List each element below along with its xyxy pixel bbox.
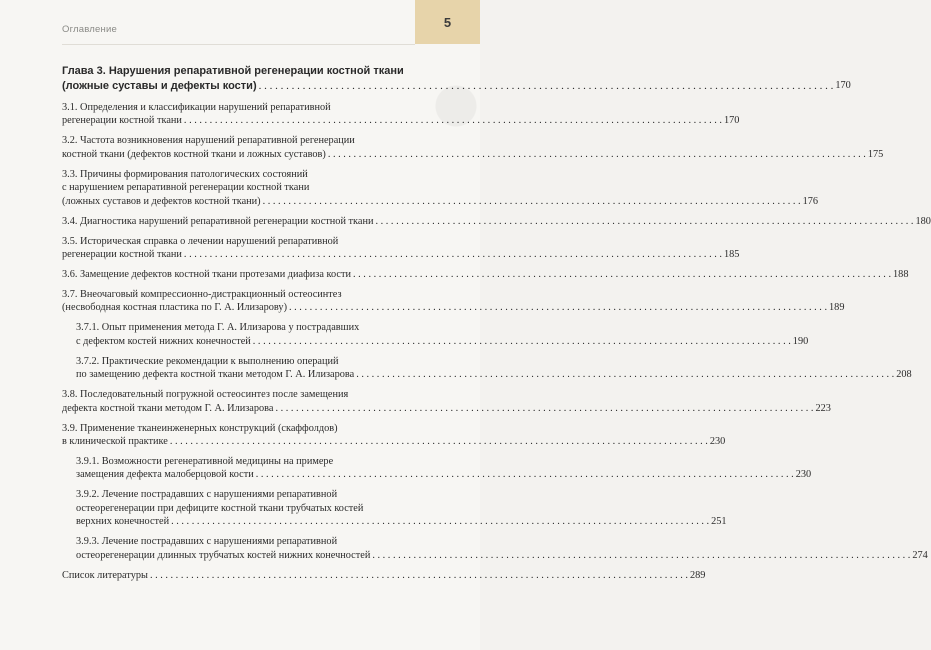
toc-leader-dots (184, 114, 722, 127)
toc-entry[interactable] (62, 215, 931, 228)
toc-entry-title-line: 3.9. Применение тканеинженерных конструкций (скаффолдов) (62, 422, 338, 434)
toc-chapter-title-line2: (ложные суставы и дефекты кости) (62, 79, 257, 92)
toc-page-number: 188 (893, 269, 909, 281)
running-header: Оглавление (62, 24, 117, 35)
toc-entry[interactable] (62, 388, 831, 415)
toc-entry-title-line: (ложных суставов и дефектов костной ткани) (62, 195, 261, 207)
toc-page-number: 223 (815, 402, 831, 414)
toc-page-number: 230 (795, 469, 812, 481)
toc-page-number: 175 (867, 148, 884, 160)
toc-entry[interactable] (76, 455, 812, 482)
toc-leader-dots (375, 215, 913, 228)
toc-leader-dots (356, 368, 894, 381)
toc-entry[interactable] (76, 321, 809, 348)
toc-entry-title-line: 3.3. Причины формирования патологических состояний (62, 168, 308, 180)
toc-leader-dots (184, 248, 722, 261)
toc-page-number: 185 (723, 249, 740, 261)
toc-leader-dots (372, 549, 910, 562)
toc-entry-title-line: 3.8. Последовательный погружной остеосинтез после замещения (62, 389, 349, 401)
toc-entry-title-line: остеорегенерации при дефиците костной ткани трубчатых костей (76, 502, 364, 514)
toc-page-number: 189 (829, 302, 845, 314)
toc-leader-dots (353, 268, 891, 281)
toc-entry[interactable] (62, 235, 740, 262)
toc-entry-title-line: замещения дефекта малоберцовой кости (76, 469, 254, 481)
toc-entry[interactable] (76, 355, 912, 382)
toc-entry[interactable] (62, 288, 845, 315)
toc-page-number: 180 (915, 215, 931, 227)
toc-entry[interactable] (76, 535, 928, 562)
toc-entry-title-line: 3.9.2. Лечение пострадавших с нарушениями репаративной (76, 489, 338, 501)
toc-entry-title-line: 3.7. Внеочаговый компрессионно-дистракционный остеосинтез (62, 289, 342, 301)
toc-entry-title-line: по замещению дефекта костной ткани методом Г. А. Илизарова (76, 369, 355, 381)
toc-leader-dots (171, 515, 709, 528)
toc-leader-dots (263, 195, 801, 208)
toc-leader-dots (259, 79, 834, 94)
toc-entry[interactable] (62, 134, 884, 161)
toc-entry-title-line: 3.7.2. Практические рекомендации к выполнению операций (76, 355, 339, 367)
toc-entry-title-line: дефекта костной ткани методом Г. А. Илизарова (62, 402, 274, 414)
toc-leader-dots (275, 402, 813, 415)
toc-leader-dots (256, 468, 794, 481)
toc-entry-title-line: 3.9.1. Возможности регенеративной медицины на примере (76, 456, 334, 468)
toc-leader-dots (328, 148, 866, 161)
toc-page-number: 251 (711, 516, 727, 528)
toc-chapter-title-line1: Глава 3. Нарушения репаративной регенерации костной ткани (62, 65, 404, 77)
toc-entry[interactable] (62, 101, 740, 128)
toc-entry-title-line: костной ткани (дефектов костной ткани и ложных суставов) (62, 148, 326, 160)
toc-entry-title-line: остеорегенерации длинных трубчатых костей нижних конечностей (76, 549, 371, 561)
toc-entry-title-line: (несвободная костная пластика по Г. А. Илизарову) (62, 302, 287, 314)
toc-entry-title-line: регенерации костной ткани (62, 249, 182, 261)
toc-page-number: 170 (723, 115, 740, 127)
toc-entry-title-line: Список литературы (62, 569, 148, 581)
toc-chapter-heading[interactable] (62, 64, 851, 93)
toc-page-number: 176 (802, 195, 819, 207)
table-of-contents (62, 64, 931, 589)
toc-page-number: 274 (912, 549, 928, 561)
toc-entry[interactable] (76, 488, 727, 528)
toc-leader-dots (170, 435, 708, 448)
toc-page-number: 289 (689, 569, 706, 581)
toc-page-number: 170 (835, 79, 851, 91)
toc-page-number: 230 (709, 436, 726, 448)
header-divider (62, 44, 415, 45)
toc-leader-dots (289, 301, 827, 314)
toc-entry-title-line: с нарушением репаративной регенерации костной ткани (62, 182, 310, 194)
toc-entry[interactable] (62, 569, 706, 582)
toc-leader-dots (150, 569, 688, 582)
toc-entry-title-line: 3.9.3. Лечение пострадавших с нарушениями репаративной (76, 536, 338, 548)
toc-entry-title-line: с дефектом костей нижних конечностей (76, 335, 251, 347)
toc-entry-title-line: 3.4. Диагностика нарушений репаративной регенерации костной ткани (62, 215, 374, 227)
page-number-tab: 5 (415, 0, 480, 44)
toc-entry-title-line: в клинической практике (62, 436, 168, 448)
toc-entry-title-line: регенерации костной ткани (62, 115, 182, 127)
toc-page-number: 208 (896, 369, 912, 381)
toc-entry[interactable] (62, 422, 726, 449)
toc-entry[interactable] (62, 168, 819, 208)
toc-entry-title-line: 3.5. Историческая справка о лечении нарушений репаративной (62, 235, 339, 247)
toc-entry[interactable] (62, 268, 909, 281)
toc-entry-title-line: верхних конечностей (76, 516, 170, 528)
toc-entry-title-line: 3.2. Частота возникновения нарушений репаративной регенерации (62, 135, 355, 147)
toc-leader-dots (253, 335, 791, 348)
toc-entry-title-line: 3.6. Замещение дефектов костной ткани протезами диафиза кости (62, 269, 351, 281)
toc-entry-title-line: 3.1. Определения и классификации нарушений репаративной (62, 102, 331, 113)
toc-entry-title-line: 3.7.1. Опыт применения метода Г. А. Илизарова у пострадавших (76, 322, 360, 334)
toc-page-number: 190 (792, 335, 809, 347)
